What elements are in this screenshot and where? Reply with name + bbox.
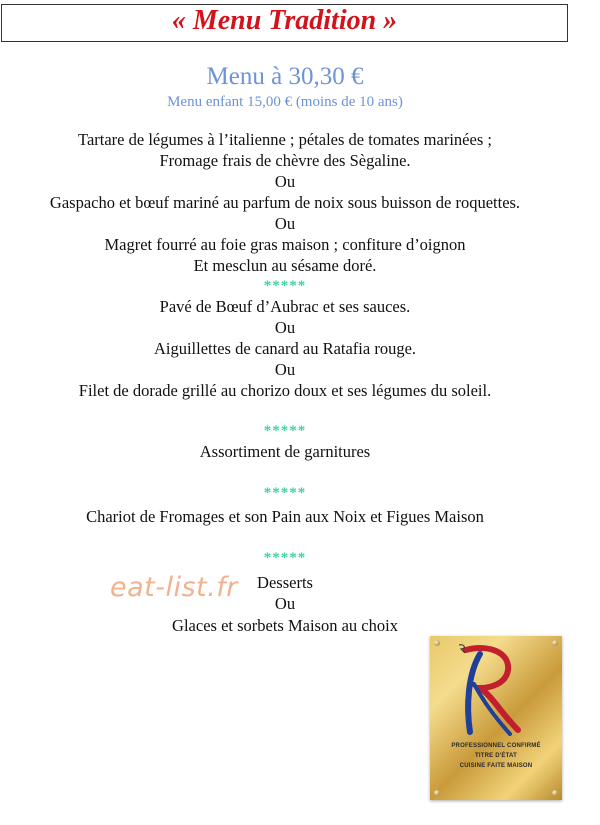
plaque-line-3: CUISINE FAITE MAISON [459, 763, 533, 769]
main-or-1: Ou [274, 318, 296, 337]
starter-or-2: Ou [274, 214, 296, 233]
plaque-line-2: TITRE D'ÉTAT [475, 753, 517, 759]
starter-option-1-line-2: Fromage frais de chèvre des Sègaline. [159, 151, 411, 170]
separator-1: ***** [263, 278, 307, 294]
starter-or-1: Ou [274, 172, 296, 191]
menu-title: « Menu Tradition » [171, 5, 398, 36]
screw-icon [434, 640, 440, 646]
main-option-1: Pavé de Bœuf d’Aubrac et ses sauces. [159, 297, 411, 316]
starter-option-1-line-1: Tartare de légumes à l’italienne ; pétales de tomates marinées ; [78, 130, 492, 149]
screw-icon [434, 790, 440, 796]
menu-price: Menu à 30,30 € [206, 63, 364, 90]
main-option-2: Aiguillettes de canard au Ratafia rouge. [153, 339, 417, 358]
restaurant-r-logo-icon [458, 644, 530, 736]
sides: Assortiment de garnitures [199, 442, 371, 461]
starter-option-3-line-1: Magret fourré au foie gras maison ; confiture d’oignon [104, 235, 466, 254]
starter-option-3-line-2: Et mesclun au sésame doré. [193, 256, 377, 275]
main-option-3: Filet de dorade grillé au chorizo doux et ses légumes du soleil. [78, 381, 492, 400]
plaque-text [430, 741, 562, 771]
cheese-course: Chariot de Fromages et son Pain aux Noix et Figues Maison [86, 507, 484, 526]
main-or-2: Ou [274, 360, 296, 379]
plaque-line-1: PROFESSIONNEL CONFIRMÉ [451, 743, 541, 749]
mini-r-logo-icon [458, 644, 466, 654]
dessert-or: Ou [274, 594, 296, 613]
kids-menu-price: Menu enfant 15,00 € (moins de 10 ans) [167, 94, 403, 110]
dessert-option-1: Desserts [257, 573, 313, 592]
watermark-text: eat-list.fr [110, 572, 238, 603]
separator-2: ***** [263, 423, 307, 439]
starter-option-2: Gaspacho et bœuf mariné au parfum de noix sous buisson de roquettes. [49, 193, 521, 212]
title-box [1, 4, 568, 42]
fait-maison-plaque [430, 636, 562, 800]
screw-icon [552, 640, 558, 646]
separator-4: ***** [263, 550, 307, 566]
dessert-option-2: Glaces et sorbets Maison au choix [172, 616, 398, 635]
screw-icon [552, 790, 558, 796]
separator-3: ***** [263, 485, 307, 501]
